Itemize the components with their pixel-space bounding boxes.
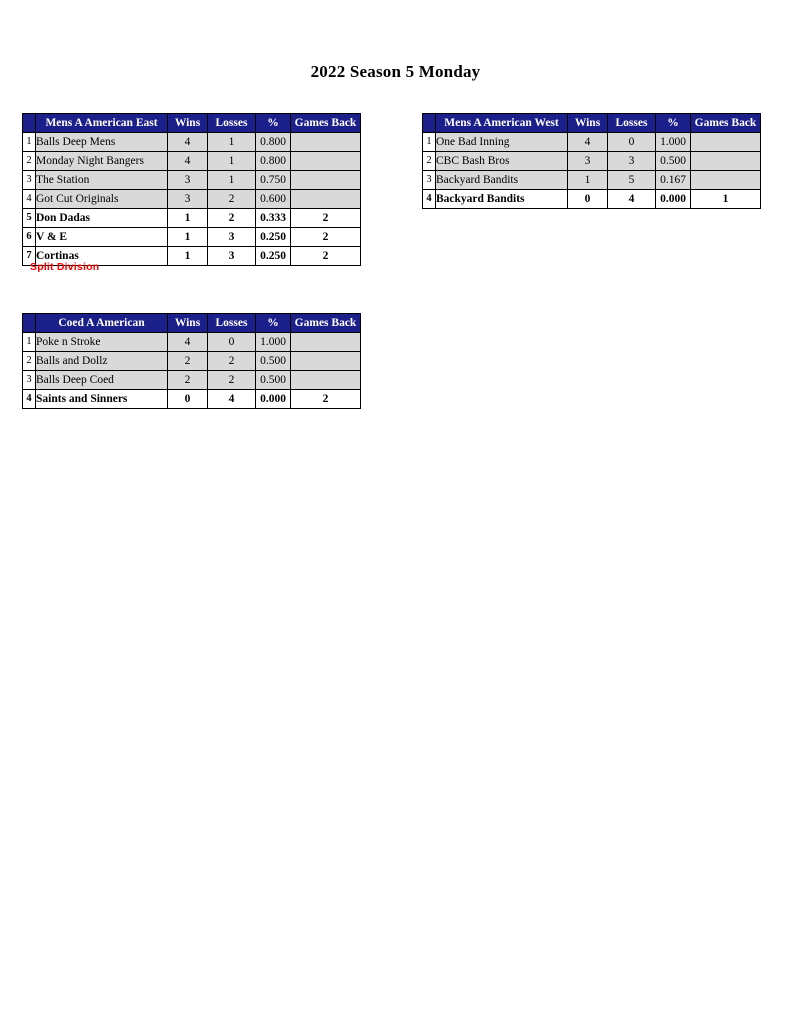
table-row xyxy=(23,190,361,209)
row-wins: 2 xyxy=(168,371,208,390)
row-team: One Bad Inning xyxy=(436,133,568,152)
row-pct: 0.000 xyxy=(656,190,691,209)
row-losses: 1 xyxy=(208,171,256,190)
table-header-row xyxy=(423,114,761,133)
row-wins: 0 xyxy=(568,190,608,209)
row-rank: 4 xyxy=(23,390,36,409)
row-rank: 2 xyxy=(23,152,36,171)
table-row xyxy=(23,152,361,171)
row-wins: 3 xyxy=(168,190,208,209)
row-games-back xyxy=(291,371,361,390)
table-row xyxy=(423,171,761,190)
row-rank: 5 xyxy=(23,209,36,228)
table-row xyxy=(23,390,361,409)
column-header-losses: Losses xyxy=(208,114,256,133)
row-losses: 4 xyxy=(208,390,256,409)
column-header-division: Mens A American West xyxy=(436,114,568,133)
row-wins: 4 xyxy=(168,152,208,171)
standings-table-mens-east xyxy=(22,113,361,266)
column-header-wins: Wins xyxy=(168,314,208,333)
column-header-rank xyxy=(423,114,436,133)
row-games-back: 1 xyxy=(691,190,761,209)
standings-table-mens-west xyxy=(422,113,761,209)
table-row xyxy=(23,171,361,190)
standings-table-coed-american xyxy=(22,313,361,409)
table-row xyxy=(23,371,361,390)
column-header-wins: Wins xyxy=(568,114,608,133)
row-losses: 4 xyxy=(608,190,656,209)
table-row xyxy=(23,333,361,352)
row-rank: 3 xyxy=(423,171,436,190)
row-rank: 3 xyxy=(23,371,36,390)
row-losses: 3 xyxy=(208,228,256,247)
row-rank: 1 xyxy=(23,133,36,152)
row-wins: 4 xyxy=(168,333,208,352)
column-header-losses: Losses xyxy=(208,314,256,333)
row-losses: 2 xyxy=(208,209,256,228)
row-rank: 1 xyxy=(23,333,36,352)
row-pct: 0.250 xyxy=(256,228,291,247)
row-team: Cortinas xyxy=(36,247,168,266)
row-team: Poke n Stroke xyxy=(36,333,168,352)
row-wins: 2 xyxy=(168,352,208,371)
row-losses: 1 xyxy=(208,133,256,152)
row-losses: 2 xyxy=(208,190,256,209)
row-wins: 1 xyxy=(168,209,208,228)
row-losses: 2 xyxy=(208,352,256,371)
row-team: Don Dadas xyxy=(36,209,168,228)
row-team: Monday Night Bangers xyxy=(36,152,168,171)
row-losses: 0 xyxy=(208,333,256,352)
row-wins: 4 xyxy=(568,133,608,152)
row-wins: 4 xyxy=(168,133,208,152)
row-team: CBC Bash Bros xyxy=(436,152,568,171)
table-header-row xyxy=(23,314,361,333)
row-team: Backyard Bandits xyxy=(436,171,568,190)
row-wins: 1 xyxy=(568,171,608,190)
row-games-back xyxy=(291,171,361,190)
row-games-back xyxy=(291,352,361,371)
column-header-rank xyxy=(23,114,36,133)
row-pct: 0.500 xyxy=(256,371,291,390)
column-header-pct: % xyxy=(656,114,691,133)
row-rank: 3 xyxy=(23,171,36,190)
column-header-losses: Losses xyxy=(608,114,656,133)
row-games-back xyxy=(291,190,361,209)
column-header-wins: Wins xyxy=(168,114,208,133)
row-pct: 0.500 xyxy=(256,352,291,371)
row-pct: 0.250 xyxy=(256,247,291,266)
column-header-rank xyxy=(23,314,36,333)
table-row xyxy=(423,190,761,209)
row-games-back xyxy=(691,133,761,152)
row-pct: 1.000 xyxy=(256,333,291,352)
column-header-division: Mens A American East xyxy=(36,114,168,133)
row-pct: 0.600 xyxy=(256,190,291,209)
row-pct: 0.333 xyxy=(256,209,291,228)
row-team: Saints and Sinners xyxy=(36,390,168,409)
row-pct: 1.000 xyxy=(656,133,691,152)
row-losses: 2 xyxy=(208,371,256,390)
row-losses: 3 xyxy=(608,152,656,171)
row-games-back xyxy=(691,152,761,171)
table-row xyxy=(23,352,361,371)
row-wins: 1 xyxy=(168,247,208,266)
row-games-back: 2 xyxy=(291,247,361,266)
row-games-back xyxy=(291,133,361,152)
row-team: Balls Deep Mens xyxy=(36,133,168,152)
row-team: Got Cut Originals xyxy=(36,190,168,209)
split-division-note: Split Division xyxy=(30,261,100,273)
row-team: Backyard Bandits xyxy=(436,190,568,209)
row-wins: 3 xyxy=(168,171,208,190)
table-row xyxy=(423,152,761,171)
table-row xyxy=(23,209,361,228)
table-row xyxy=(23,133,361,152)
row-rank: 4 xyxy=(423,190,436,209)
column-header-games-back: Games Back xyxy=(291,314,361,333)
row-wins: 0 xyxy=(168,390,208,409)
column-header-games-back: Games Back xyxy=(691,114,761,133)
row-rank: 1 xyxy=(423,133,436,152)
row-games-back xyxy=(291,333,361,352)
table-header-row xyxy=(23,114,361,133)
row-wins: 1 xyxy=(168,228,208,247)
row-games-back: 2 xyxy=(291,228,361,247)
column-header-pct: % xyxy=(256,114,291,133)
row-losses: 5 xyxy=(608,171,656,190)
row-rank: 4 xyxy=(23,190,36,209)
column-header-pct: % xyxy=(256,314,291,333)
row-pct: 0.500 xyxy=(656,152,691,171)
row-wins: 3 xyxy=(568,152,608,171)
column-header-games-back: Games Back xyxy=(291,114,361,133)
row-team: The Station xyxy=(36,171,168,190)
row-games-back xyxy=(691,171,761,190)
row-pct: 0.000 xyxy=(256,390,291,409)
row-pct: 0.750 xyxy=(256,171,291,190)
row-pct: 0.800 xyxy=(256,133,291,152)
row-rank: 6 xyxy=(23,228,36,247)
row-losses: 1 xyxy=(208,152,256,171)
row-rank: 7 xyxy=(23,247,36,266)
table-row xyxy=(423,133,761,152)
row-losses: 0 xyxy=(608,133,656,152)
row-team: V & E xyxy=(36,228,168,247)
row-losses: 3 xyxy=(208,247,256,266)
table-row xyxy=(23,228,361,247)
row-games-back: 2 xyxy=(291,390,361,409)
row-pct: 0.167 xyxy=(656,171,691,190)
row-games-back xyxy=(291,152,361,171)
row-pct: 0.800 xyxy=(256,152,291,171)
page-title: 2022 Season 5 Monday xyxy=(310,62,481,81)
row-games-back: 2 xyxy=(291,209,361,228)
row-team: Balls and Dollz xyxy=(36,352,168,371)
row-rank: 2 xyxy=(23,352,36,371)
row-rank: 2 xyxy=(423,152,436,171)
column-header-division: Coed A American xyxy=(36,314,168,333)
row-team: Balls Deep Coed xyxy=(36,371,168,390)
